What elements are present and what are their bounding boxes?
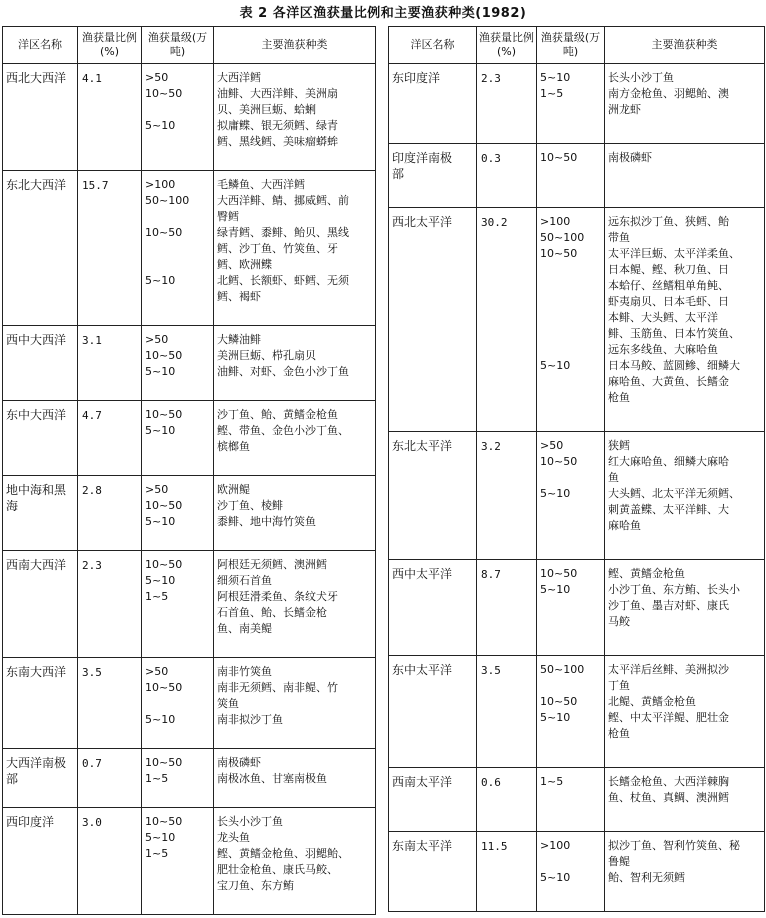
region-name-line: 西中大西洋: [6, 333, 67, 347]
catch-levels: [537, 560, 605, 656]
catch-ratio: 4.7: [78, 401, 142, 476]
catch-ratio: 2.8: [78, 476, 142, 551]
catch-level: 10~50: [145, 226, 183, 239]
species-line: 红大麻哈鱼、细鳞大麻哈: [608, 455, 729, 468]
species-group: [608, 774, 761, 806]
species-line: 欧洲鳀: [217, 483, 250, 496]
catch-ratio: 0.7: [78, 749, 142, 808]
species-line: 长头小沙丁鱼: [217, 815, 283, 828]
catch-level: 5~10: [145, 274, 176, 287]
species-group: [608, 86, 761, 118]
region-name-line: 西南太平洋: [392, 775, 453, 789]
region-name: [389, 768, 477, 832]
species-group: [217, 482, 372, 498]
species-line: 鲁鳀: [608, 855, 630, 868]
catch-level: >50: [145, 71, 169, 84]
species-line: 石首鱼、鲐、长鳍金枪: [217, 606, 327, 619]
region-name-line: 部: [392, 167, 405, 181]
species-group: [217, 771, 372, 787]
species-line: 宝刀鱼、东方鲔: [217, 879, 294, 892]
species-line: 鲐、智利无须鳕: [608, 871, 685, 884]
catch-level: 10~50: [540, 695, 578, 708]
catch-level: 5~10: [145, 713, 176, 726]
catch-level: 5~10: [540, 711, 571, 724]
species-line: 太平洋后丝鲱、美洲拟沙: [608, 663, 729, 676]
species-line: 远东拟沙丁鱼、狭鳕、鲐: [608, 215, 729, 228]
species-line: 龙头鱼: [217, 831, 250, 844]
species-line: 油鲱、大西洋鲱、美洲扇: [217, 87, 338, 100]
catch-level: 5~10: [540, 359, 571, 372]
species-list: [214, 658, 376, 749]
species-group: [217, 70, 372, 86]
species-line: 长鳍金枪鱼、大西洋棘胸: [608, 775, 729, 788]
species-group: [608, 246, 761, 358]
species-group: [217, 664, 372, 680]
species-list: [214, 326, 376, 401]
catch-levels: [142, 326, 214, 401]
species-line: 小沙丁鱼、东方鲔、长头小: [608, 583, 740, 596]
region-name-line: 西中太平洋: [392, 567, 453, 581]
species-group: [217, 193, 372, 225]
species-line: 鱼: [608, 471, 619, 484]
catch-level: 1~5: [540, 775, 564, 788]
species-line: 鱼、杖鱼、真鲷、澳洲鳕: [608, 791, 729, 804]
species-group: [217, 573, 372, 589]
species-line: 南非拟沙丁鱼: [217, 713, 283, 726]
species-group: [217, 830, 372, 846]
species-line: 南非竹筴鱼: [217, 665, 272, 678]
catch-level: 5~10: [145, 424, 176, 437]
species-group: [217, 712, 372, 728]
species-list: [605, 768, 765, 832]
species-line: 本鲱、大头鳕、太平洋: [608, 311, 718, 324]
catch-level: 5~10: [145, 574, 176, 587]
species-list: [605, 656, 765, 768]
catch-level: 5~10: [540, 583, 571, 596]
region-name-line: 东北大西洋: [6, 178, 67, 192]
species-line: 细须石首鱼: [217, 574, 272, 587]
region-name-line: 东北太平洋: [392, 439, 453, 453]
region-name-line: 东印度洋: [392, 71, 441, 85]
table-row: [389, 432, 765, 560]
catch-levels: [142, 476, 214, 551]
catch-level: 10~50: [540, 567, 578, 580]
catch-levels: [537, 768, 605, 832]
species-line: 虾夷扇贝、日本毛虾、日: [608, 295, 729, 308]
catch-level: >100: [540, 839, 571, 852]
catch-ratio: 15.7: [78, 171, 142, 326]
catch-ratio: 8.7: [477, 560, 537, 656]
species-group: [608, 662, 761, 694]
species-list: [214, 476, 376, 551]
catch-levels: [537, 832, 605, 912]
species-list: [605, 208, 765, 432]
catch-level: >50: [145, 665, 169, 678]
catch-level: >50: [540, 439, 564, 452]
catch-level: 5~10: [540, 487, 571, 500]
catch-levels: [537, 208, 605, 432]
species-group: [217, 118, 372, 150]
region-name-line: 东中大西洋: [6, 408, 67, 422]
species-group: [608, 214, 761, 230]
catch-levels: [537, 432, 605, 560]
species-line: 本蛤仔、丝鳍粗单角鲀、: [608, 279, 729, 292]
region-name: [3, 749, 78, 808]
species-group: [217, 814, 372, 830]
catch-ratio: 4.1: [78, 64, 142, 171]
header-species: 主要渔获种类: [605, 27, 765, 64]
species-group: [608, 438, 761, 454]
region-name-line: 东中太平洋: [392, 663, 453, 677]
catch-level: 10~50: [145, 499, 183, 512]
species-group: [608, 870, 761, 886]
species-line: 带鱼: [608, 231, 630, 244]
species-group: [608, 70, 761, 86]
species-list: [214, 171, 376, 326]
region-name: [3, 171, 78, 326]
catch-ratio: 0.3: [477, 144, 537, 208]
species-list: [214, 749, 376, 808]
species-line: 鲣、黄鳍金枪鱼: [608, 567, 685, 580]
species-line: 拟沙丁鱼、智利竹筴鱼、秘: [608, 839, 740, 852]
catch-level: 1~5: [145, 847, 169, 860]
species-group: [608, 230, 761, 246]
species-list: [605, 144, 765, 208]
species-line: 丁鱼: [608, 679, 630, 692]
species-list: [214, 551, 376, 658]
table-row: [389, 208, 765, 432]
table-row: [3, 658, 376, 749]
catch-level: >50: [145, 333, 169, 346]
species-line: 贝、美洲巨蛎、蛤蜊: [217, 103, 316, 116]
catch-ratio: 3.2: [477, 432, 537, 560]
catch-level: >100: [540, 215, 571, 228]
species-group: [217, 846, 372, 894]
species-line: 臀鳕: [217, 210, 239, 223]
header-level: 渔获量级(万吨): [142, 27, 214, 64]
species-line: 鲣、中太平洋鳀、肥壮金: [608, 711, 729, 724]
catch-levels: [537, 656, 605, 768]
catch-level: 1~5: [145, 590, 169, 603]
species-line: 拟庸鲽、银无须鳕、绿青: [217, 119, 338, 132]
species-line: 鳕、褐虾: [217, 290, 261, 303]
species-line: 鳕、欧洲鲽: [217, 258, 272, 271]
species-line: 洲龙虾: [608, 103, 641, 116]
catch-level: 50~100: [145, 194, 190, 207]
species-group: [217, 225, 372, 273]
species-group: [608, 838, 761, 870]
region-name: [3, 658, 78, 749]
species-group: [217, 589, 372, 637]
species-group: [608, 486, 761, 534]
catch-level: 5~10: [540, 871, 571, 884]
species-line: 鲱、玉筋鱼、日本竹筴鱼、: [608, 327, 740, 340]
catch-level: 10~50: [145, 349, 183, 362]
catch-ratio: 3.5: [477, 656, 537, 768]
species-line: 南极磷虾: [217, 756, 261, 769]
species-list: [214, 64, 376, 171]
catch-ratio: 3.5: [78, 658, 142, 749]
catch-table-left: [2, 26, 376, 915]
species-group: [217, 86, 372, 118]
species-list: [605, 64, 765, 144]
table-row: [389, 768, 765, 832]
region-name-line: 西北大西洋: [6, 71, 67, 85]
species-line: 麻哈鱼: [608, 519, 641, 532]
species-line: 油鲱、对虾、金色小沙丁鱼: [217, 365, 349, 378]
species-list: [605, 560, 765, 656]
species-line: 大鳞油鲱: [217, 333, 261, 346]
species-group: [217, 364, 372, 380]
species-line: 鲣、黄鳍金枪鱼、羽鳃鲐、: [217, 847, 349, 860]
catch-level: 50~100: [540, 231, 585, 244]
species-line: 南非无须鳕、南非鳀、竹: [217, 681, 338, 694]
species-line: 鳕、沙丁鱼、竹筴鱼、牙: [217, 242, 338, 255]
catch-levels: [142, 658, 214, 749]
catch-levels: [142, 749, 214, 808]
table-row: [3, 401, 376, 476]
species-group: [608, 150, 761, 166]
species-line: 北鳀、黄鳍金枪鱼: [608, 695, 696, 708]
species-line: 枪鱼: [608, 391, 630, 404]
species-group: [217, 423, 372, 455]
species-line: 沙丁鱼、墨吉对虾、康氏: [608, 599, 729, 612]
species-group: [608, 582, 761, 630]
species-line: 北鳕、长额虾、虾鳕、无须: [217, 274, 349, 287]
species-group: [608, 694, 761, 710]
species-line: 日本鳀、鲣、秋刀鱼、日: [608, 263, 729, 276]
region-name: [3, 64, 78, 171]
species-group: [217, 498, 372, 514]
species-group: [217, 755, 372, 771]
species-group: [608, 358, 761, 406]
species-list: [214, 808, 376, 915]
species-group: [217, 177, 372, 193]
region-name: [389, 208, 477, 432]
region-name: [3, 476, 78, 551]
species-line: 美洲巨蛎、栉孔扇贝: [217, 349, 316, 362]
catch-level: 5~10: [145, 831, 176, 844]
catch-level: 10~50: [145, 681, 183, 694]
species-line: 阿根廷滑柔鱼、条纹犬牙: [217, 590, 338, 603]
species-line: 鲣、带鱼、金色小沙丁鱼、: [217, 424, 349, 437]
table-row: [3, 64, 376, 171]
species-line: 南极磷虾: [608, 151, 652, 164]
catch-level: 5~10: [145, 365, 176, 378]
catch-levels: [537, 64, 605, 144]
species-line: 绿青鳕、黍鲱、鲐贝、黑线: [217, 226, 349, 239]
species-line: 麻哈鱼、大黄鱼、长鳍金: [608, 375, 729, 388]
species-line: 日本马鲛、蓝圆鲹、细鳞大: [608, 359, 740, 372]
catch-levels: [537, 144, 605, 208]
catch-ratio: 2.3: [477, 64, 537, 144]
catch-level: >50: [145, 483, 169, 496]
catch-ratio: 2.3: [78, 551, 142, 658]
species-line: 沙丁鱼、棱鲱: [217, 499, 283, 512]
species-line: 黍鲱、地中海竹筴鱼: [217, 515, 316, 528]
table-title: 表 2 各洋区渔获量比例和主要渔获种类(1982): [239, 6, 527, 21]
catch-level: 50~100: [540, 663, 585, 676]
species-group: [217, 273, 372, 305]
table-row: [389, 656, 765, 768]
catch-level: 10~50: [145, 756, 183, 769]
region-name-line: 海: [6, 499, 19, 513]
catch-level: 5~10: [145, 119, 176, 132]
table-row: [3, 551, 376, 658]
catch-level: 10~50: [145, 87, 183, 100]
catch-level: 10~50: [540, 455, 578, 468]
species-line: 南方金枪鱼、羽鳃鲐、澳: [608, 87, 729, 100]
catch-ratio: 11.5: [477, 832, 537, 912]
table-row: [3, 808, 376, 915]
species-line: 大西洋鳕: [217, 71, 261, 84]
catch-ratio: 30.2: [477, 208, 537, 432]
species-list: [605, 832, 765, 912]
species-list: [214, 401, 376, 476]
catch-levels: [142, 171, 214, 326]
region-name-line: 印度洋南极: [392, 151, 453, 165]
species-line: 太平洋巨蛎、太平洋柔鱼、: [608, 247, 740, 260]
species-line: 大西洋鲱、鲭、挪威鳕、前: [217, 194, 349, 207]
catch-levels: [142, 64, 214, 171]
region-name-line: 东南大西洋: [6, 665, 67, 679]
region-name-line: 地中海和黑: [6, 483, 67, 497]
species-line: 刺黄盖鲽、太平洋鲱、大: [608, 503, 729, 516]
species-line: 槟榔鱼: [217, 440, 250, 453]
table-row: [3, 326, 376, 401]
species-group: [217, 680, 372, 712]
region-name: [389, 560, 477, 656]
catch-level: 5~10: [145, 515, 176, 528]
header-region: 洋区名称: [389, 27, 477, 64]
species-list: [605, 432, 765, 560]
header-ratio: 渔获量比例(%): [477, 27, 537, 64]
region-name-line: 西印度洋: [6, 815, 55, 829]
species-line: 长头小沙丁鱼: [608, 71, 674, 84]
table-row: [389, 560, 765, 656]
table-row: [3, 476, 376, 551]
species-group: [608, 454, 761, 486]
catch-level: >100: [145, 178, 176, 191]
table-row: [389, 144, 765, 208]
catch-levels: [142, 808, 214, 915]
species-line: 毛鳞鱼、大西洋鳕: [217, 178, 305, 191]
species-line: 肥壮金枪鱼、康氏马鲛、: [217, 863, 338, 876]
table-row: [389, 64, 765, 144]
species-line: 沙丁鱼、鲐、黄鳍金枪鱼: [217, 408, 338, 421]
catch-level: 5~10: [540, 71, 571, 84]
header-ratio: 渔获量比例(%): [78, 27, 142, 64]
species-group: [217, 332, 372, 348]
region-name: [3, 401, 78, 476]
header-region: 洋区名称: [3, 27, 78, 64]
species-line: 鱼、南美鳀: [217, 622, 272, 635]
catch-levels: [142, 551, 214, 658]
catch-level: 10~50: [540, 247, 578, 260]
catch-ratio: 3.0: [78, 808, 142, 915]
region-name-line: 西南大西洋: [6, 558, 67, 572]
species-group: [217, 407, 372, 423]
species-line: 远东多线鱼、大麻哈鱼: [608, 343, 718, 356]
catch-table-right: [388, 26, 765, 912]
catch-level: 10~50: [145, 408, 183, 421]
region-name-line: 部: [6, 772, 19, 786]
region-name: [3, 808, 78, 915]
species-line: 筴鱼: [217, 697, 239, 710]
region-name: [389, 64, 477, 144]
species-line: 马鲛: [608, 615, 630, 628]
region-name: [3, 326, 78, 401]
species-line: 鳕、黑线鳕、美味瘤蟒蛑: [217, 135, 338, 148]
species-group: [217, 557, 372, 573]
species-line: 阿根廷无须鳕、澳洲鳕: [217, 558, 327, 571]
catch-levels: [142, 401, 214, 476]
region-name: [389, 656, 477, 768]
species-group: [217, 348, 372, 364]
header-level: 渔获量级(万吨): [537, 27, 605, 64]
table-row: [3, 171, 376, 326]
region-name: [3, 551, 78, 658]
region-name-line: 西北太平洋: [392, 215, 453, 229]
region-name-line: 大西洋南极: [6, 756, 67, 770]
species-line: 南极冰鱼、甘塞南极鱼: [217, 772, 327, 785]
region-name: [389, 832, 477, 912]
species-line: 枪鱼: [608, 727, 630, 740]
table-row: [3, 749, 376, 808]
catch-level: 1~5: [540, 87, 564, 100]
catch-level: 10~50: [145, 815, 183, 828]
region-name-line: 东南太平洋: [392, 839, 453, 853]
catch-ratio: 3.1: [78, 326, 142, 401]
catch-level: 10~50: [540, 151, 578, 164]
species-group: [217, 514, 372, 530]
species-group: [608, 566, 761, 582]
catch-level: 10~50: [145, 558, 183, 571]
region-name: [389, 144, 477, 208]
catch-level: 1~5: [145, 772, 169, 785]
species-line: 狭鳕: [608, 439, 630, 452]
region-name: [389, 432, 477, 560]
species-line: 大头鳕、北太平洋无须鳕、: [608, 487, 740, 500]
header-species: 主要渔获种类: [214, 27, 376, 64]
table-row: [389, 832, 765, 912]
catch-ratio: 0.6: [477, 768, 537, 832]
species-group: [608, 710, 761, 742]
